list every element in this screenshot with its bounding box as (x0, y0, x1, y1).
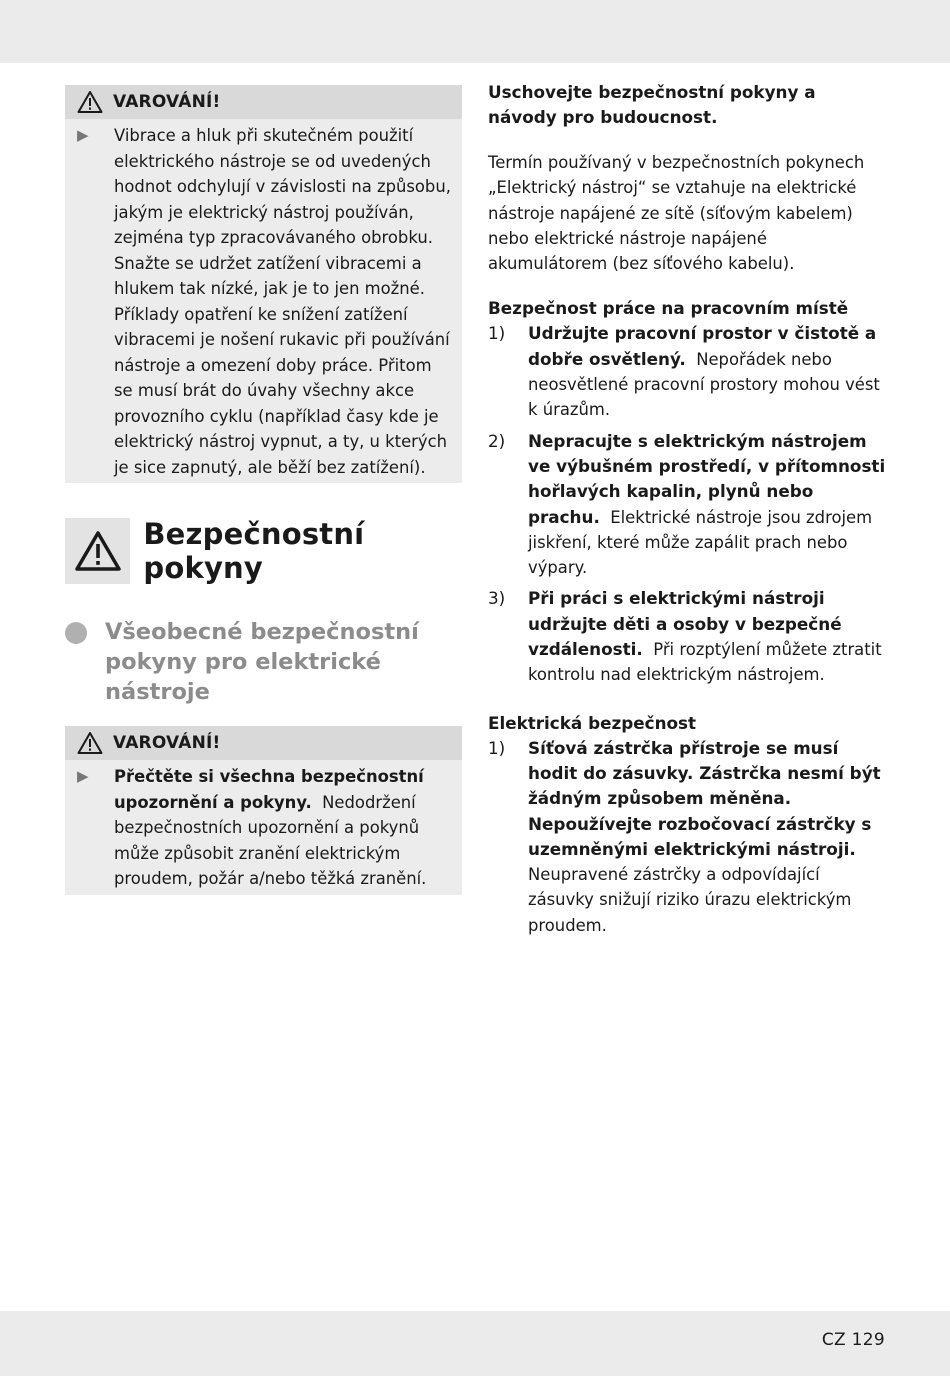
item-text (528, 586, 888, 687)
term-paragraph: Termín používaný v bezpečnostních pokynech „Elektrický nástroj“ se vztahuje na elektrické nástroje napájené ze sítě (síťovým kabelem) nebo elektrické nástroje napájené akumulátorem (bez síťového kabelu). (488, 153, 865, 274)
warning-bold-text: Přečtěte si všechna bezpečnostní upozornění a pokyny. (114, 767, 424, 812)
subsection-heading (65, 617, 462, 707)
warning-triangle-icon (77, 90, 103, 114)
warning-text: Vibrace a hluk při skutečném použití elektrického nástroje se od uvedených hodnot odchylují v závislosti na způsobu, jakým je elektrický nástroj používán, zejména typ zpracovávaného obrobku. Snažte se udržet zatížení vibracemi a hlukem tak nízké, jak je to jen možné. Příklady opatření ke snížení zatížení vibracemi je nošení rukavic při používání nástroje a omezení doby práce. Přitom se musí brát do úvahy všechny akce provozního cyklu (například časy kde je elektrický nástroj vypnut, a ty, u kterých je sice zapnutý, ale běží bez zatížení). (114, 126, 451, 477)
list-item (488, 586, 888, 687)
section-heading (65, 518, 462, 584)
item-body: Neupravené zástrčky a odpovídající zásuvky snižují riziko úrazu elektrickým proudem. (528, 865, 852, 935)
item-bold: Udržujte pracovní prostor v čistotě a dobře osvětlený. (528, 323, 877, 369)
item-number: 2) (488, 430, 506, 451)
subsection-title: Všeobecné bezpečnostní pokyny pro elektrické nástroje (105, 619, 419, 705)
keep-instructions-heading: Uschovejte bezpečnostní pokyny a návody pro budoucnost. (488, 82, 816, 127)
item-text (528, 429, 888, 581)
page-number: CZ 129 (821, 1330, 885, 1350)
header-band (0, 0, 950, 63)
section-title: Bezpečnostní pokyny (143, 517, 365, 585)
item-body: Při rozptýlení můžete ztratit kontrolu nad elektrickým nástrojem. (528, 640, 882, 685)
workplace-safety-heading: Bezpečnost práce na pracovním místě (488, 298, 849, 319)
section-icon-box (65, 518, 130, 584)
list-item (488, 429, 888, 581)
arrow-right-icon: ▶ (77, 767, 89, 785)
item-text (528, 736, 888, 938)
bullet-dot-icon (65, 622, 87, 644)
item-bold: Nepracujte s elektrickým nástrojem ve výbušném prostředí, v přítomnosti hořlavých kapalin, plynů nebo prachu. (528, 430, 886, 527)
item-number: 3) (488, 588, 506, 609)
warning-box-read-all (65, 726, 462, 895)
warning-triangle-icon (74, 530, 122, 572)
item-text (528, 321, 888, 422)
warning-text (114, 764, 452, 892)
warning-box-vibration (65, 85, 462, 483)
item-bold: Síťová zástrčka přístroje se musí hodit do zásuvky. Zástrčka nesmí být žádným způsobem měněna. Nepoužívejte rozbočovací zástrčky s uzemněnými elektrickými nástroji. (528, 737, 881, 859)
warning-header (65, 85, 462, 119)
warning-body-text: Nedodržení bezpečnostních upozornění a pokynů může způsobit zranění elektrickým proudem, požár a/nebo těžká zranění. (114, 792, 427, 888)
item-bold: Při práci s elektrickými nástroji udržujte děti a osoby v bezpečné vzdálenosti. (528, 588, 842, 660)
item-number: 1) (488, 323, 506, 344)
warning-title: VAROVÁNÍ! (113, 92, 221, 112)
arrow-right-icon: ▶ (77, 126, 89, 144)
warning-body (65, 119, 462, 488)
right-column (488, 80, 888, 938)
list-item (488, 736, 888, 938)
footer-band (0, 1311, 950, 1376)
electrical-safety-heading: Elektrická bezpečnost (488, 712, 697, 733)
warning-header (65, 726, 462, 760)
list-item (488, 321, 888, 422)
warning-triangle-icon (77, 731, 103, 755)
item-number: 1) (488, 737, 506, 758)
item-body: Elektrické nástroje jsou zdrojem jiskření, které může zapálit prach nebo výpary. (528, 507, 873, 578)
warning-title: VAROVÁNÍ! (113, 733, 221, 753)
warning-body (65, 760, 462, 900)
item-body: Nepořádek nebo neosvětlené pracovní prostory mohou vést k úrazům. (528, 349, 880, 420)
